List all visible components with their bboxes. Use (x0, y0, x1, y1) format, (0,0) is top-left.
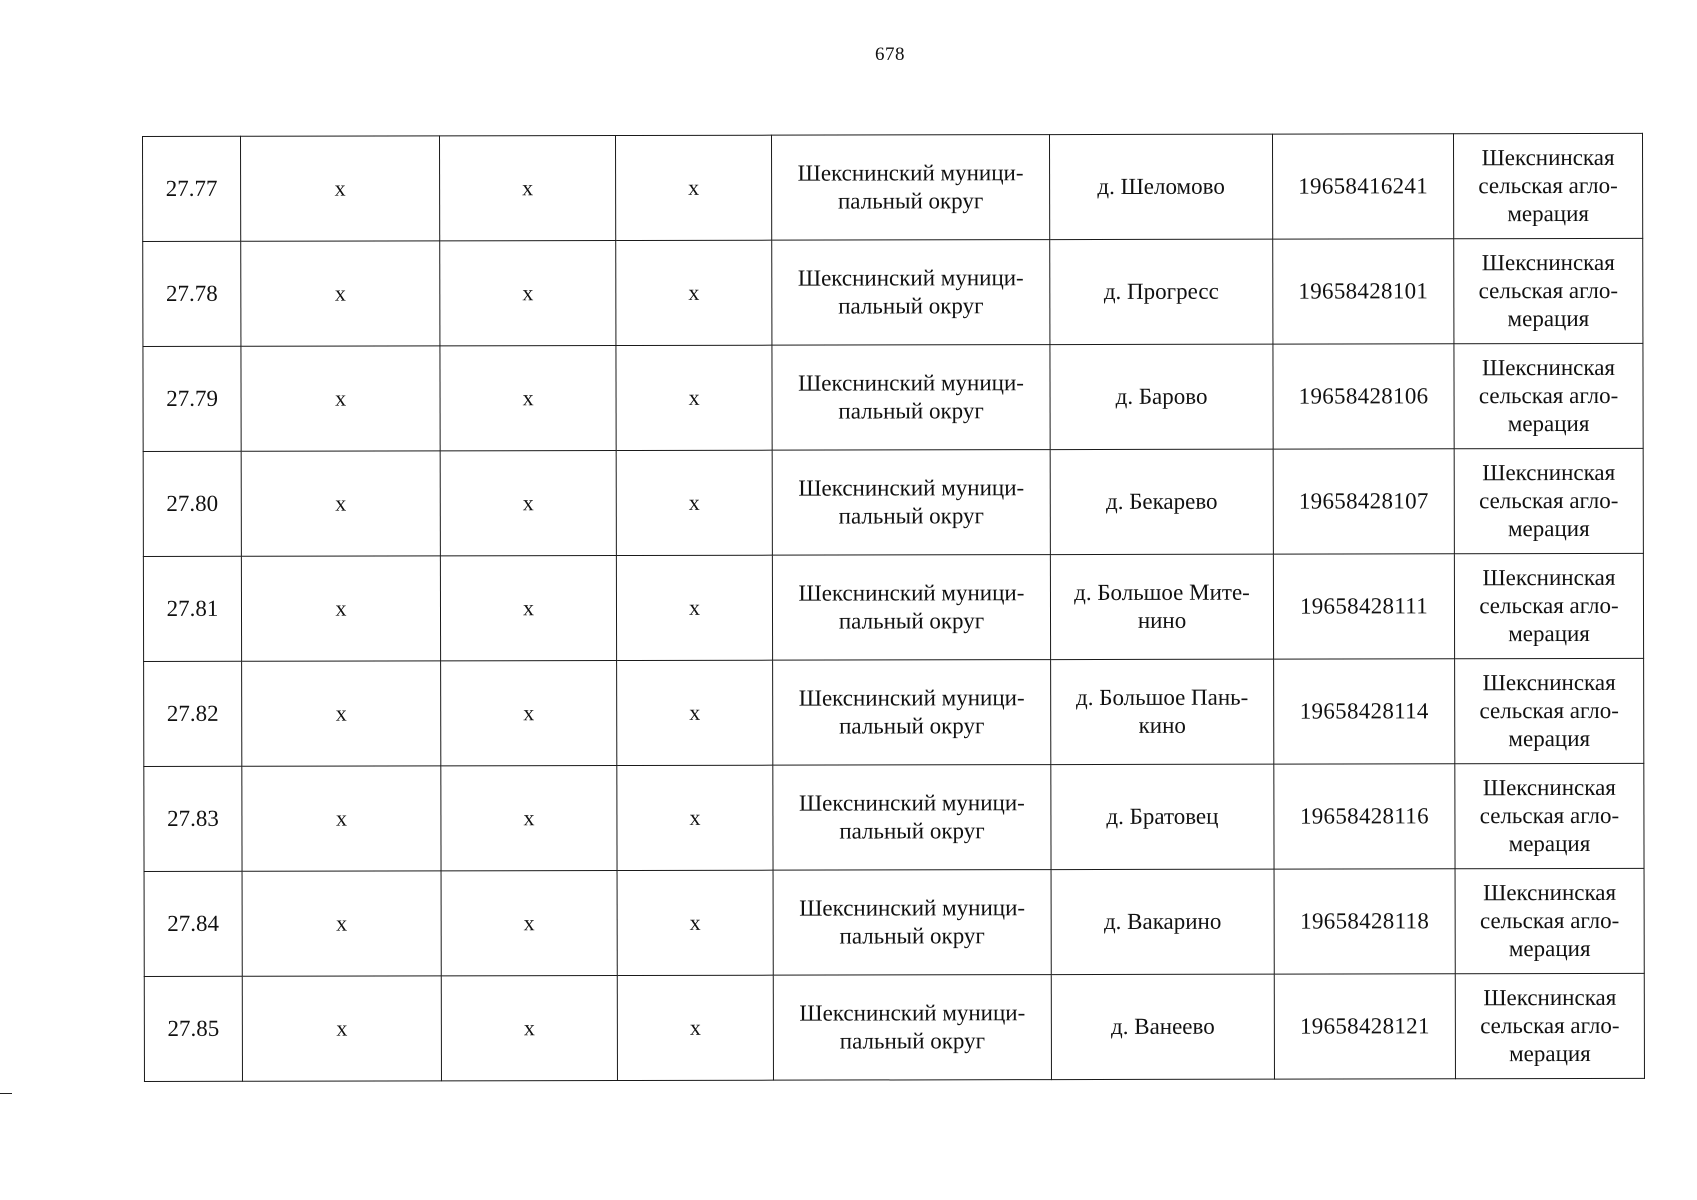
cell-settlement: д. Вакарино (1051, 869, 1274, 974)
cell-settlement: д. Большое Мите-нино (1050, 554, 1273, 659)
cell-settlement: д. Большое Пань-кино (1051, 659, 1274, 764)
cell-x-2: x (440, 241, 616, 346)
cell-agglomeration: Шекснинская сельская агло-мерация (1454, 238, 1643, 343)
cell-oktmo-code: 19658428118 (1274, 869, 1455, 974)
cell-agglomeration: Шекснинская сельская агло-мерация (1455, 868, 1644, 973)
cell-x-1: x (241, 241, 440, 346)
cell-agglomeration: Шекснинская сельская агло-мерация (1455, 973, 1644, 1078)
table-row (144, 763, 1644, 871)
cell-row-number: 27.85 (144, 976, 242, 1081)
cell-agglomeration: Шекснинская сельская агло-мерация (1455, 658, 1644, 763)
cell-district: Шекснинский муници-пальный округ (772, 555, 1050, 661)
table-row (144, 658, 1644, 766)
table-row (143, 238, 1643, 346)
cell-x-2: x (440, 556, 616, 661)
cell-x-2: x (441, 976, 617, 1081)
cell-settlement: д. Братовец (1051, 764, 1274, 869)
cell-oktmo-code: 19658428114 (1274, 659, 1455, 764)
cell-x-1: x (241, 136, 440, 241)
cell-district: Шекснинский муници-пальный округ (772, 345, 1050, 451)
margin-mark (0, 1093, 12, 1094)
cell-agglomeration: Шекснинская сельская агло-мерация (1454, 448, 1643, 553)
cell-x-1: x (241, 556, 440, 661)
cell-x-1: x (242, 976, 441, 1081)
cell-x-2: x (440, 346, 616, 451)
cell-x-1: x (242, 766, 441, 871)
cell-row-number: 27.82 (144, 661, 242, 766)
cell-agglomeration: Шекснинская сельская агло-мерация (1454, 553, 1643, 658)
cell-x-1: x (242, 871, 441, 976)
cell-agglomeration: Шекснинская сельская агло-мерация (1455, 763, 1644, 868)
cell-row-number: 27.84 (144, 871, 242, 976)
cell-x-2: x (441, 766, 617, 871)
cell-x-3: x (617, 765, 773, 870)
table-row (143, 343, 1643, 451)
table-row (143, 448, 1643, 556)
cell-district: Шекснинский муници-пальный округ (773, 975, 1051, 1081)
cell-district: Шекснинский муници-пальный округ (773, 660, 1051, 766)
page-number: 678 (875, 44, 905, 65)
cell-row-number: 27.83 (144, 766, 242, 871)
cell-agglomeration: Шекснинская сельская агло-мерация (1454, 343, 1643, 448)
table-row (143, 133, 1643, 241)
cell-x-1: x (242, 661, 441, 766)
settlements-table (142, 133, 1645, 1082)
cell-district: Шекснинский муници-пальный округ (773, 765, 1051, 871)
cell-oktmo-code: 19658416241 (1272, 134, 1453, 239)
cell-row-number: 27.77 (143, 136, 241, 241)
cell-settlement: д. Ванеево (1051, 974, 1274, 1079)
cell-oktmo-code: 19658428106 (1273, 344, 1454, 449)
cell-district: Шекснинский муници-пальный округ (771, 135, 1049, 241)
cell-x-3: x (617, 660, 773, 765)
cell-oktmo-code: 19658428107 (1273, 449, 1454, 554)
table-row (143, 553, 1643, 661)
cell-agglomeration: Шекснинская сельская агло-мерация (1453, 133, 1642, 238)
cell-x-3: x (616, 240, 772, 345)
cell-district: Шекснинский муници-пальный округ (772, 450, 1050, 556)
cell-x-3: x (616, 450, 772, 555)
cell-oktmo-code: 19658428121 (1274, 974, 1455, 1079)
cell-district: Шекснинский муници-пальный округ (772, 240, 1050, 346)
table-row (144, 868, 1644, 976)
table-row (144, 973, 1644, 1081)
cell-x-3: x (616, 135, 772, 240)
cell-row-number: 27.80 (143, 451, 241, 556)
cell-x-2: x (441, 661, 617, 766)
cell-settlement: д. Бекарево (1050, 449, 1273, 554)
cell-oktmo-code: 19658428111 (1273, 554, 1454, 659)
cell-x-3: x (617, 870, 773, 975)
cell-settlement: д. Прогресс (1050, 239, 1273, 344)
cell-settlement: д. Шеломово (1049, 134, 1272, 239)
cell-x-3: x (616, 555, 772, 660)
cell-x-1: x (241, 451, 440, 556)
cell-x-2: x (440, 451, 616, 556)
table-body (143, 133, 1645, 1081)
cell-x-2: x (441, 871, 617, 976)
cell-row-number: 27.78 (143, 241, 241, 346)
cell-x-3: x (616, 345, 772, 450)
cell-settlement: д. Барово (1050, 344, 1273, 449)
cell-row-number: 27.81 (143, 556, 241, 661)
cell-row-number: 27.79 (143, 346, 241, 451)
cell-x-3: x (617, 975, 773, 1080)
cell-district: Шекснинский муници-пальный округ (773, 870, 1051, 976)
cell-x-2: x (440, 136, 616, 241)
cell-oktmo-code: 19658428101 (1273, 239, 1454, 344)
cell-x-1: x (241, 346, 440, 451)
cell-oktmo-code: 19658428116 (1274, 764, 1455, 869)
